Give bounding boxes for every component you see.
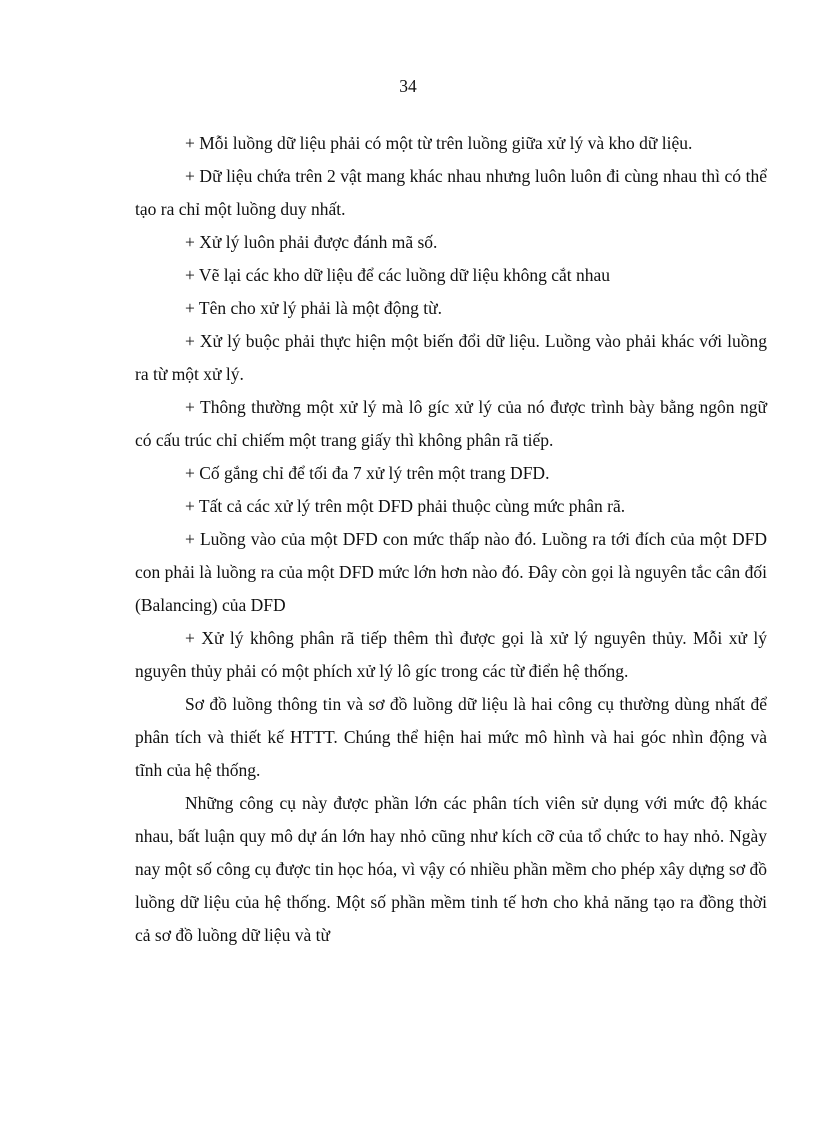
paragraph-summary: Sơ đồ luồng thông tin và sơ đồ luồng dữ liệu là hai công cụ thường dùng nhất để phân tích và thiết kế HTTT. Chúng thể hiện hai mức mô hình và hai góc nhìn động và tĩnh của hệ thống. (135, 694, 767, 780)
paragraph-rule-1: + Mỗi luồng dữ liệu phải có một từ trên luồng giữa xử lý và kho dữ liệu. (185, 133, 693, 153)
paragraph-rule-5: + Tên cho xử lý phải là một động từ. (185, 298, 442, 318)
paragraph-rule-2: + Dữ liệu chứa trên 2 vật mang khác nhau nhưng luôn luôn đi cùng nhau thì có thể tạo ra chỉ một luồng duy nhất. (135, 166, 767, 219)
paragraph-rule-3: + Xử lý luôn phải được đánh mã số. (185, 232, 438, 252)
paragraph-tools: Những công cụ này được phần lớn các phân tích viên sử dụng với mức độ khác nhau, bất luận quy mô dự án lớn hay nhỏ cũng như kích cỡ của tổ chức to hay nhỏ. Ngày nay một số công cụ được tin học hóa, vì vậy có nhiều phần mềm cho phép xây dựng sơ đồ luồng dữ liệu của hệ thống. Một số phần mềm tinh tế hơn cho khả năng tạo ra đồng thời cả sơ đồ luồng dữ liệu và từ (135, 793, 767, 945)
document-body (135, 127, 767, 952)
paragraph-rule-7: + Thông thường một xử lý mà lô gíc xử lý của nó được trình bày bằng ngôn ngữ có cấu trúc chỉ chiếm một trang giấy thì không phân rã tiếp. (135, 397, 767, 450)
paragraph-rule-11: + Xử lý không phân rã tiếp thêm thì được gọi là xử lý nguyên thủy. Mỗi xử lý nguyên thủy phải có một phích xử lý lô gíc trong các từ điển hệ thống. (135, 628, 767, 681)
paragraph-rule-10: + Luồng vào của một DFD con mức thấp nào đó. Luồng ra tới đích của một DFD con phải là luồng ra của một DFD mức lớn hơn nào đó. Đây còn gọi là nguyên tắc cân đối (Balancing) của DFD (135, 529, 767, 615)
paragraph-rule-8: + Cố gắng chỉ để tối đa 7 xử lý trên một trang DFD. (185, 463, 550, 483)
page-number: 34 (399, 76, 417, 96)
paragraph-rule-6: + Xử lý buộc phải thực hiện một biến đổi dữ liệu. Luồng vào phải khác với luồng ra từ một xử lý. (135, 331, 767, 384)
paragraph-rule-9: + Tất cả các xử lý trên một DFD phải thuộc cùng mức phân rã. (185, 496, 626, 516)
paragraph-rule-4: + Vẽ lại các kho dữ liệu để các luồng dữ liệu không cắt nhau (185, 265, 611, 285)
